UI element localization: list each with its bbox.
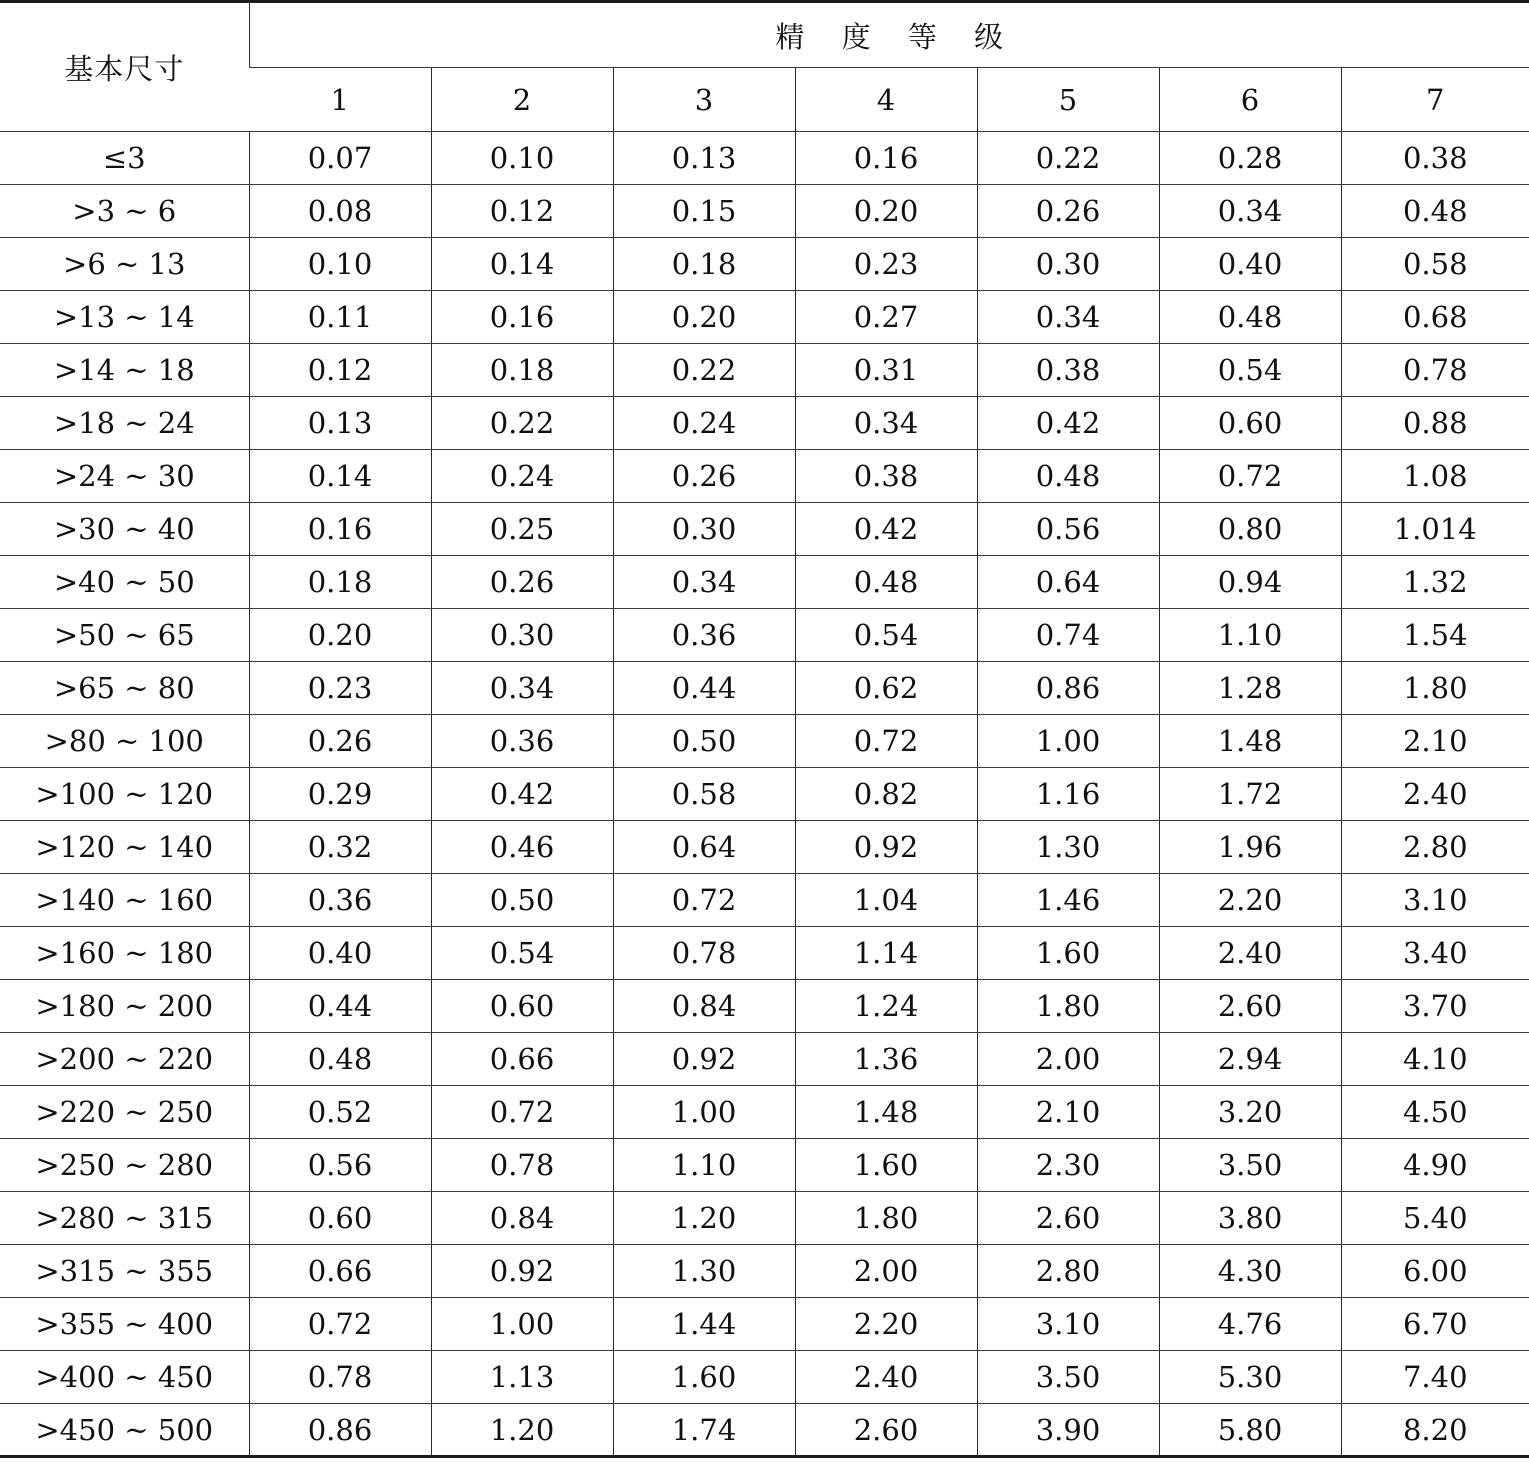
table-row (0, 185, 1529, 238)
tolerance-value-cell: 2.80 (1341, 821, 1529, 874)
tolerance-value-cell: 0.72 (613, 874, 795, 927)
tolerance-value-cell: 1.74 (613, 1404, 795, 1457)
table-header (0, 2, 1529, 132)
tolerance-value-cell: 0.72 (795, 715, 977, 768)
tolerance-value-cell: 0.66 (431, 1033, 613, 1086)
tolerance-value-cell: 0.26 (249, 715, 431, 768)
table-row (0, 1033, 1529, 1086)
tolerance-value-cell: 0.56 (249, 1139, 431, 1192)
tolerance-value-cell: 1.04 (795, 874, 977, 927)
tolerance-value-cell: 1.30 (977, 821, 1159, 874)
tolerance-value-cell: 0.46 (431, 821, 613, 874)
table-row (0, 927, 1529, 980)
precision-grade-header: 精 度 等 级 (249, 2, 1529, 68)
tolerance-value-cell: 0.54 (1159, 344, 1341, 397)
tolerance-value-cell: 0.48 (249, 1033, 431, 1086)
size-range-cell: >220 ~ 250 (0, 1086, 249, 1139)
tolerance-value-cell: 1.13 (431, 1351, 613, 1404)
tolerance-value-cell: 0.44 (249, 980, 431, 1033)
tolerance-value-cell: 0.84 (613, 980, 795, 1033)
tolerance-value-cell: 0.62 (795, 662, 977, 715)
tolerance-value-cell: 0.72 (249, 1298, 431, 1351)
table-row (0, 344, 1529, 397)
table-row (0, 503, 1529, 556)
tolerance-value-cell: 0.16 (795, 132, 977, 185)
tolerance-value-cell: 0.92 (795, 821, 977, 874)
grade-header-6: 6 (1159, 68, 1341, 132)
size-range-cell: >100 ~ 120 (0, 768, 249, 821)
tolerance-value-cell: 0.48 (1159, 291, 1341, 344)
tolerance-value-cell: 3.10 (977, 1298, 1159, 1351)
tolerance-value-cell: 0.25 (431, 503, 613, 556)
tolerance-value-cell: 0.78 (1341, 344, 1529, 397)
tolerance-value-cell: 0.11 (249, 291, 431, 344)
table-row (0, 662, 1529, 715)
table-row (0, 556, 1529, 609)
tolerance-value-cell: 0.22 (613, 344, 795, 397)
tolerance-value-cell: 0.56 (977, 503, 1159, 556)
tolerance-value-cell: 0.22 (431, 397, 613, 450)
size-range-cell: >250 ~ 280 (0, 1139, 249, 1192)
tolerance-value-cell: 0.44 (613, 662, 795, 715)
tolerance-value-cell: 0.92 (431, 1245, 613, 1298)
table-row (0, 980, 1529, 1033)
tolerance-value-cell: 1.16 (977, 768, 1159, 821)
size-range-cell: >14 ~ 18 (0, 344, 249, 397)
tolerance-value-cell: 0.34 (795, 397, 977, 450)
size-range-cell: >280 ~ 315 (0, 1192, 249, 1245)
tolerance-value-cell: 2.94 (1159, 1033, 1341, 1086)
tolerance-value-cell: 2.20 (1159, 874, 1341, 927)
tolerance-value-cell: 1.80 (977, 980, 1159, 1033)
tolerance-value-cell: 1.00 (613, 1086, 795, 1139)
tolerance-value-cell: 1.24 (795, 980, 977, 1033)
size-range-cell: >400 ~ 450 (0, 1351, 249, 1404)
tolerance-value-cell: 2.40 (1159, 927, 1341, 980)
tolerance-value-cell: 1.30 (613, 1245, 795, 1298)
tolerance-value-cell: 0.34 (1159, 185, 1341, 238)
tolerance-value-cell: 2.60 (795, 1404, 977, 1457)
size-range-cell: >50 ~ 65 (0, 609, 249, 662)
tolerance-value-cell: 0.48 (1341, 185, 1529, 238)
tolerance-value-cell: 0.14 (431, 238, 613, 291)
tolerance-value-cell: 0.23 (795, 238, 977, 291)
table-row (0, 1351, 1529, 1404)
tolerance-value-cell: 2.10 (977, 1086, 1159, 1139)
tolerance-value-cell: 0.07 (249, 132, 431, 185)
tolerance-value-cell: 0.34 (613, 556, 795, 609)
size-range-cell: >80 ~ 100 (0, 715, 249, 768)
tolerance-value-cell: 1.00 (977, 715, 1159, 768)
size-range-cell: ≤3 (0, 132, 249, 185)
table-row (0, 132, 1529, 185)
tolerance-value-cell: 0.72 (1159, 450, 1341, 503)
tolerance-value-cell: 1.014 (1341, 503, 1529, 556)
tolerance-value-cell: 1.10 (1159, 609, 1341, 662)
tolerance-value-cell: 2.80 (977, 1245, 1159, 1298)
tolerance-value-cell: 0.38 (795, 450, 977, 503)
tolerance-value-cell: 0.15 (613, 185, 795, 238)
tolerance-value-cell: 0.18 (431, 344, 613, 397)
tolerance-value-cell: 3.70 (1341, 980, 1529, 1033)
size-range-cell: >40 ~ 50 (0, 556, 249, 609)
size-range-cell: >6 ~ 13 (0, 238, 249, 291)
tolerance-value-cell: 0.54 (795, 609, 977, 662)
size-range-cell: >18 ~ 24 (0, 397, 249, 450)
tolerance-value-cell: 3.40 (1341, 927, 1529, 980)
table-row (0, 768, 1529, 821)
size-range-cell: >200 ~ 220 (0, 1033, 249, 1086)
basic-size-header: 基本尺寸 (0, 2, 249, 132)
tolerance-value-cell: 0.40 (249, 927, 431, 980)
tolerance-value-cell: 0.72 (431, 1086, 613, 1139)
tolerance-value-cell: 0.54 (431, 927, 613, 980)
tolerance-value-cell: 0.38 (977, 344, 1159, 397)
table-row (0, 1139, 1529, 1192)
size-range-cell: >180 ~ 200 (0, 980, 249, 1033)
tolerance-value-cell: 2.20 (795, 1298, 977, 1351)
tolerance-value-cell: 0.78 (613, 927, 795, 980)
tolerance-value-cell: 6.00 (1341, 1245, 1529, 1298)
size-range-cell: >30 ~ 40 (0, 503, 249, 556)
tolerance-value-cell: 0.86 (977, 662, 1159, 715)
tolerance-value-cell: 5.40 (1341, 1192, 1529, 1245)
tolerance-value-cell: 2.40 (1341, 768, 1529, 821)
tolerance-value-cell: 4.76 (1159, 1298, 1341, 1351)
tolerance-value-cell: 4.10 (1341, 1033, 1529, 1086)
tolerance-value-cell: 0.36 (249, 874, 431, 927)
tolerance-value-cell: 0.66 (249, 1245, 431, 1298)
tolerance-value-cell: 0.31 (795, 344, 977, 397)
tolerance-value-cell: 1.54 (1341, 609, 1529, 662)
tolerance-value-cell: 0.60 (1159, 397, 1341, 450)
tolerance-value-cell: 0.60 (249, 1192, 431, 1245)
tolerance-value-cell: 0.42 (977, 397, 1159, 450)
header-row-group (0, 2, 1529, 68)
tolerance-value-cell: 0.08 (249, 185, 431, 238)
tolerance-value-cell: 0.94 (1159, 556, 1341, 609)
tolerance-value-cell: 5.80 (1159, 1404, 1341, 1457)
size-range-cell: >450 ~ 500 (0, 1404, 249, 1457)
tolerance-value-cell: 3.50 (1159, 1139, 1341, 1192)
table-row (0, 1404, 1529, 1457)
tolerance-value-cell: 1.08 (1341, 450, 1529, 503)
tolerance-value-cell: 1.36 (795, 1033, 977, 1086)
tolerance-value-cell: 3.90 (977, 1404, 1159, 1457)
tolerance-value-cell: 0.34 (431, 662, 613, 715)
tolerance-value-cell: 0.12 (431, 185, 613, 238)
tolerance-value-cell: 0.78 (249, 1351, 431, 1404)
tolerance-value-cell: 4.50 (1341, 1086, 1529, 1139)
size-range-cell: >140 ~ 160 (0, 874, 249, 927)
tolerance-value-cell: 0.64 (613, 821, 795, 874)
tolerance-value-cell: 0.12 (249, 344, 431, 397)
tolerance-value-cell: 0.42 (431, 768, 613, 821)
tolerance-value-cell: 0.36 (431, 715, 613, 768)
tolerance-value-cell: 0.78 (431, 1139, 613, 1192)
tolerance-value-cell: 0.30 (613, 503, 795, 556)
tolerance-value-cell: 5.30 (1159, 1351, 1341, 1404)
tolerance-value-cell: 2.60 (1159, 980, 1341, 1033)
tolerance-value-cell: 0.60 (431, 980, 613, 1033)
tolerance-value-cell: 1.44 (613, 1298, 795, 1351)
table-row (0, 291, 1529, 344)
grade-header-3: 3 (613, 68, 795, 132)
table-row (0, 450, 1529, 503)
tolerance-value-cell: 2.40 (795, 1351, 977, 1404)
tolerance-value-cell: 3.10 (1341, 874, 1529, 927)
tolerance-value-cell: 0.14 (249, 450, 431, 503)
tolerance-value-cell: 0.82 (795, 768, 977, 821)
tolerance-value-cell: 4.30 (1159, 1245, 1341, 1298)
tolerance-value-cell: 0.68 (1341, 291, 1529, 344)
table-row (0, 715, 1529, 768)
tolerance-value-cell: 2.30 (977, 1139, 1159, 1192)
tolerance-value-cell: 1.10 (613, 1139, 795, 1192)
tolerance-value-cell: 1.46 (977, 874, 1159, 927)
tolerance-value-cell: 2.00 (977, 1033, 1159, 1086)
table-row (0, 609, 1529, 662)
tolerance-value-cell: 1.60 (613, 1351, 795, 1404)
tolerance-value-cell: 1.00 (431, 1298, 613, 1351)
tolerance-value-cell: 0.10 (431, 132, 613, 185)
tolerance-value-cell: 0.10 (249, 238, 431, 291)
tolerance-value-cell: 0.13 (249, 397, 431, 450)
size-range-cell: >120 ~ 140 (0, 821, 249, 874)
grade-header-5: 5 (977, 68, 1159, 132)
tolerance-value-cell: 0.13 (613, 132, 795, 185)
tolerance-value-cell: 1.96 (1159, 821, 1341, 874)
grade-header-1: 1 (249, 68, 431, 132)
size-range-cell: >160 ~ 180 (0, 927, 249, 980)
table-row (0, 238, 1529, 291)
tolerance-value-cell: 0.38 (1341, 132, 1529, 185)
tolerance-value-cell: 0.74 (977, 609, 1159, 662)
size-range-cell: >65 ~ 80 (0, 662, 249, 715)
tolerance-value-cell: 0.92 (613, 1033, 795, 1086)
tolerance-value-cell: 0.18 (613, 238, 795, 291)
tolerance-value-cell: 7.40 (1341, 1351, 1529, 1404)
tolerance-value-cell: 0.18 (249, 556, 431, 609)
grade-header-4: 4 (795, 68, 977, 132)
tolerance-value-cell: 0.27 (795, 291, 977, 344)
tolerance-value-cell: 0.52 (249, 1086, 431, 1139)
table-row (0, 1245, 1529, 1298)
tolerance-value-cell: 0.32 (249, 821, 431, 874)
tolerance-value-cell: 0.48 (977, 450, 1159, 503)
tolerance-value-cell: 1.72 (1159, 768, 1341, 821)
table-row (0, 397, 1529, 450)
tolerance-value-cell: 1.28 (1159, 662, 1341, 715)
size-range-cell: >355 ~ 400 (0, 1298, 249, 1351)
tolerance-value-cell: 1.48 (1159, 715, 1341, 768)
table-row (0, 874, 1529, 927)
tolerance-value-cell: 0.26 (431, 556, 613, 609)
tolerance-value-cell: 1.20 (613, 1192, 795, 1245)
tolerance-value-cell: 0.16 (249, 503, 431, 556)
tolerance-value-cell: 0.80 (1159, 503, 1341, 556)
tolerance-value-cell: 3.20 (1159, 1086, 1341, 1139)
tolerance-value-cell: 0.40 (1159, 238, 1341, 291)
tolerance-value-cell: 0.22 (977, 132, 1159, 185)
tolerance-value-cell: 8.20 (1341, 1404, 1529, 1457)
tolerance-value-cell: 3.80 (1159, 1192, 1341, 1245)
tolerance-value-cell: 0.16 (431, 291, 613, 344)
tolerance-value-cell: 1.32 (1341, 556, 1529, 609)
tolerance-value-cell: 0.24 (613, 397, 795, 450)
tolerance-value-cell: 4.90 (1341, 1139, 1529, 1192)
tolerance-value-cell: 3.50 (977, 1351, 1159, 1404)
tolerance-value-cell: 1.60 (795, 1139, 977, 1192)
tolerance-value-cell: 0.88 (1341, 397, 1529, 450)
tolerance-value-cell: 0.29 (249, 768, 431, 821)
grade-header-2: 2 (431, 68, 613, 132)
tolerance-value-cell: 1.48 (795, 1086, 977, 1139)
table-body (0, 132, 1529, 1457)
size-range-cell: >13 ~ 14 (0, 291, 249, 344)
tolerance-value-cell: 1.14 (795, 927, 977, 980)
table-row (0, 1192, 1529, 1245)
tolerance-value-cell: 0.30 (431, 609, 613, 662)
tolerance-value-cell: 1.80 (1341, 662, 1529, 715)
tolerance-value-cell: 0.20 (613, 291, 795, 344)
tolerance-value-cell: 0.34 (977, 291, 1159, 344)
table-row (0, 821, 1529, 874)
tolerance-value-cell: 0.58 (1341, 238, 1529, 291)
tolerance-value-cell: 6.70 (1341, 1298, 1529, 1351)
tolerance-value-cell: 0.42 (795, 503, 977, 556)
table-row (0, 1298, 1529, 1351)
size-range-cell: >3 ~ 6 (0, 185, 249, 238)
tolerance-value-cell: 0.28 (1159, 132, 1341, 185)
tolerance-value-cell: 0.50 (431, 874, 613, 927)
tolerance-value-cell: 2.60 (977, 1192, 1159, 1245)
size-range-cell: >24 ~ 30 (0, 450, 249, 503)
tolerance-value-cell: 0.26 (613, 450, 795, 503)
table-row (0, 1086, 1529, 1139)
tolerance-value-cell: 2.10 (1341, 715, 1529, 768)
tolerance-value-cell: 0.30 (977, 238, 1159, 291)
tolerance-value-cell: 0.23 (249, 662, 431, 715)
tolerance-value-cell: 0.48 (795, 556, 977, 609)
tolerance-value-cell: 0.86 (249, 1404, 431, 1457)
tolerance-value-cell: 1.80 (795, 1192, 977, 1245)
tolerance-value-cell: 0.64 (977, 556, 1159, 609)
tolerance-value-cell: 0.58 (613, 768, 795, 821)
tolerance-value-cell: 0.20 (249, 609, 431, 662)
tolerance-value-cell: 0.24 (431, 450, 613, 503)
tolerance-value-cell: 0.20 (795, 185, 977, 238)
tolerance-value-cell: 1.60 (977, 927, 1159, 980)
tolerance-value-cell: 2.00 (795, 1245, 977, 1298)
tolerance-value-cell: 0.26 (977, 185, 1159, 238)
tolerance-value-cell: 0.84 (431, 1192, 613, 1245)
tolerance-value-cell: 0.36 (613, 609, 795, 662)
tolerance-value-cell: 0.50 (613, 715, 795, 768)
grade-header-7: 7 (1341, 68, 1529, 132)
tolerance-value-cell: 1.20 (431, 1404, 613, 1457)
size-range-cell: >315 ~ 355 (0, 1245, 249, 1298)
